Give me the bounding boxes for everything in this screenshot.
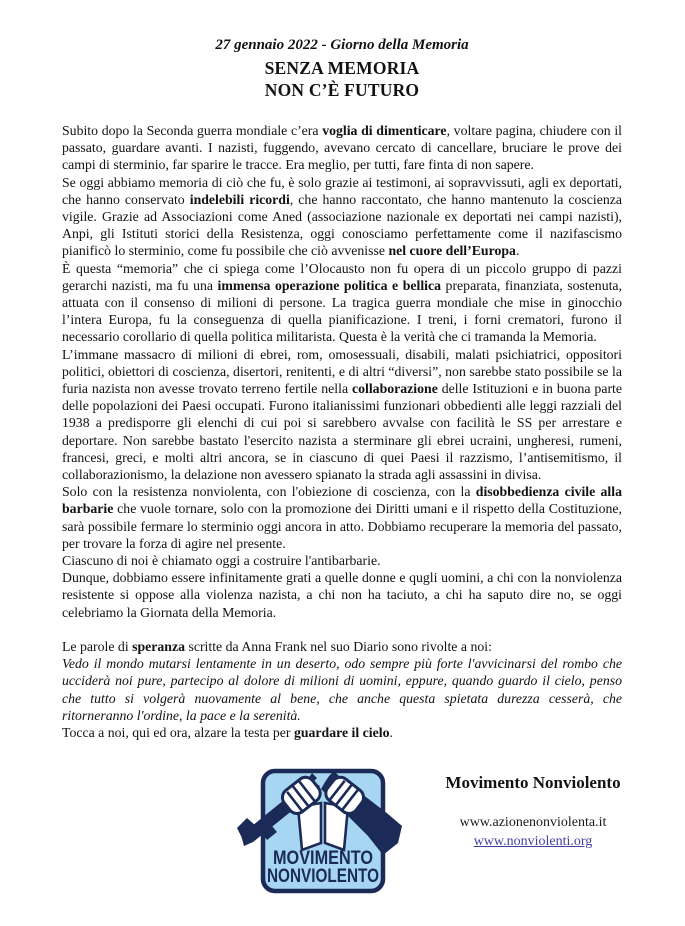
logo-text-line-1: MOVIMENTO [273, 848, 373, 870]
text-run: delle Istituzioni e in buona parte delle popolazioni dei Paesi occupati. Furono italianissimi funzionari obbedienti alle leggi razziali del 1938 a predisporre gli elenchi di cui poi si sarebbero avvalse con facilità le SS per arrestare e deportare. Non sarebbe bastato l'esercito nazista a sterminare gli ebrei ucraini, ungheresi, rumeni, francesi, greci, e molti altri ancora, se in ciascuno di quei Paesi il razzismo, l’antisemitismo, il collaborazionismo, la delazione non avessero spianato la strada agli assassini in divisa. [62, 381, 623, 483]
footer-org-block [444, 765, 622, 851]
emphasized-text: disobbedienza civile alla barbarie [62, 484, 622, 517]
emphasized-text: speranza [132, 638, 185, 654]
emphasized-text: nel cuore dell’Europa [388, 243, 516, 259]
text-run: Dunque, dobbiamo essere infinitamente grati a quelle donne e qugli uomini, a chi con la nonviolenza resistente si oppose alla violenza nazista, a chi non ha taciuto, a chi ha saputo dire no, se oggi celebriamo la Giornata della Memoria. [62, 570, 622, 620]
title-line-1: SENZA MEMORIA [264, 58, 420, 78]
paragraph [62, 724, 622, 741]
text-run: , voltare pagina, chiudere con il passato, guardare avanti. I nazisti, fuggendo, avevano cercato di cancellare, bruciare le prove dei campi di sterminio, far sparire le tracce. Era meglio, per tutti, fare finta di non sapere. [62, 123, 622, 173]
text-run: È questa “memoria” che ci spiega come l’Olocausto non fu opera di un piccolo gruppo di pazzi gerarchi nazisti, ma fu una [62, 260, 622, 293]
org-website-plain: www.azionenonviolenta.it [459, 815, 607, 831]
text-run: , che hanno raccontato, che hanno mantenuto la coscienza vigile. Grazie ad Associazioni come Aned (associazione nazionale ex deportati nei campi nazisti), Anpi, gli Istituti storici della Resistenza, oggi conosciamo perfettamente come il nazifascismo pianificò lo sterminio, come fu possibile che ciò avvenisse [62, 191, 622, 259]
document-header [62, 36, 622, 101]
org-website-link[interactable]: www.nonviolenti.org [473, 834, 593, 850]
emphasized-text: immensa operazione politica e bellica [217, 277, 442, 293]
logo-text-line-2: NONVIOLENTO [267, 866, 379, 888]
title-line-2: NON C’È FUTURO [264, 79, 420, 100]
paragraph [62, 174, 622, 260]
paragraph [62, 569, 622, 621]
text-run: Tocca a noi, qui ed ora, alzare la testa per [62, 724, 294, 740]
movimento-nonviolento-logo [236, 765, 404, 906]
text-run: Ciascuno di noi è chiamato oggi a costruire l'antibarbarie. [62, 553, 381, 569]
org-name: Movimento Nonviolento [445, 773, 621, 793]
text-run: Vedo il mondo mutarsi lentamente in un deserto, odo sempre più forte l'avvicinarsi del rombo che ucciderà noi pure, partecipo al dolore di milioni di uomini, eppure, quando guardo il cielo, penso che tutto si volgerà nuovamente al bene, che anche questa spietata durezza cesserà, che ritorneranno l'ordine, la pace e la serenità. [62, 656, 622, 723]
paragraph [62, 638, 622, 655]
paragraph [62, 552, 622, 569]
text-run: Se oggi abbiamo memoria di ciò che fu, è solo grazie ai testimoni, ai sopravvissuti, agli ex deportati, che hanno conservato [62, 174, 622, 207]
text-run: preparata, finanziata, sostenuta, attuata con il consenso di milioni di persone. La tragica guerra mondiale che mise in ginocchio l’intera Europa, fu la conseguenza di quella pianificazione. I treni, i forni crematori, furono il necessario corollario di quella politica militarista. Questa è la verità che ci tramanda la Memoria. [62, 277, 622, 345]
emphasized-text: indelebili ricordi [189, 191, 290, 207]
text-run: che vuole tornare, solo con la promozione dei Diritti umani e il rispetto della Costituzione, sarà possibile fermare lo sterminio oggi ancora in atto. Dobbiamo recuperare la memoria del passato, per trovare la forza di agire nel presente. [62, 501, 622, 551]
text-run: . [389, 724, 393, 740]
paragraph [62, 122, 622, 174]
text-run: Solo con la resistenza nonviolenta, con l'obiezione di coscienza, con la [62, 484, 476, 500]
text-run: Subito dopo la Seconda guerra mondiale c’era [62, 123, 323, 138]
emphasized-text: collaborazione [351, 381, 438, 397]
text-run: . [515, 243, 520, 259]
text-run: scritte da Anna Frank nel suo Diario sono rivolte a noi: [185, 638, 492, 654]
text-run: Le parole di [62, 638, 133, 654]
paragraph [62, 260, 622, 346]
document-footer [62, 765, 622, 906]
paragraph [62, 483, 622, 552]
emphasized-text: voglia di dimenticare [322, 123, 447, 138]
document-body [62, 122, 622, 741]
broken-rifle-logo-icon [236, 765, 404, 901]
paragraph [62, 655, 622, 724]
paragraph [62, 346, 622, 484]
emphasized-text: guardare il cielo [293, 724, 390, 740]
date-line: 27 gennaio 2022 - Giorno della Memoria [215, 37, 469, 53]
text-run: L’immane massacro di milioni di ebrei, rom, omosessuali, disabili, malati psichiatrici, oppositori politici, obiettori di coscienza, disertori, renitenti, e di altri “diversi”, non sarebbe stato possibile se la furia nazista non avesse trovato terreno fertile nella [62, 346, 622, 397]
